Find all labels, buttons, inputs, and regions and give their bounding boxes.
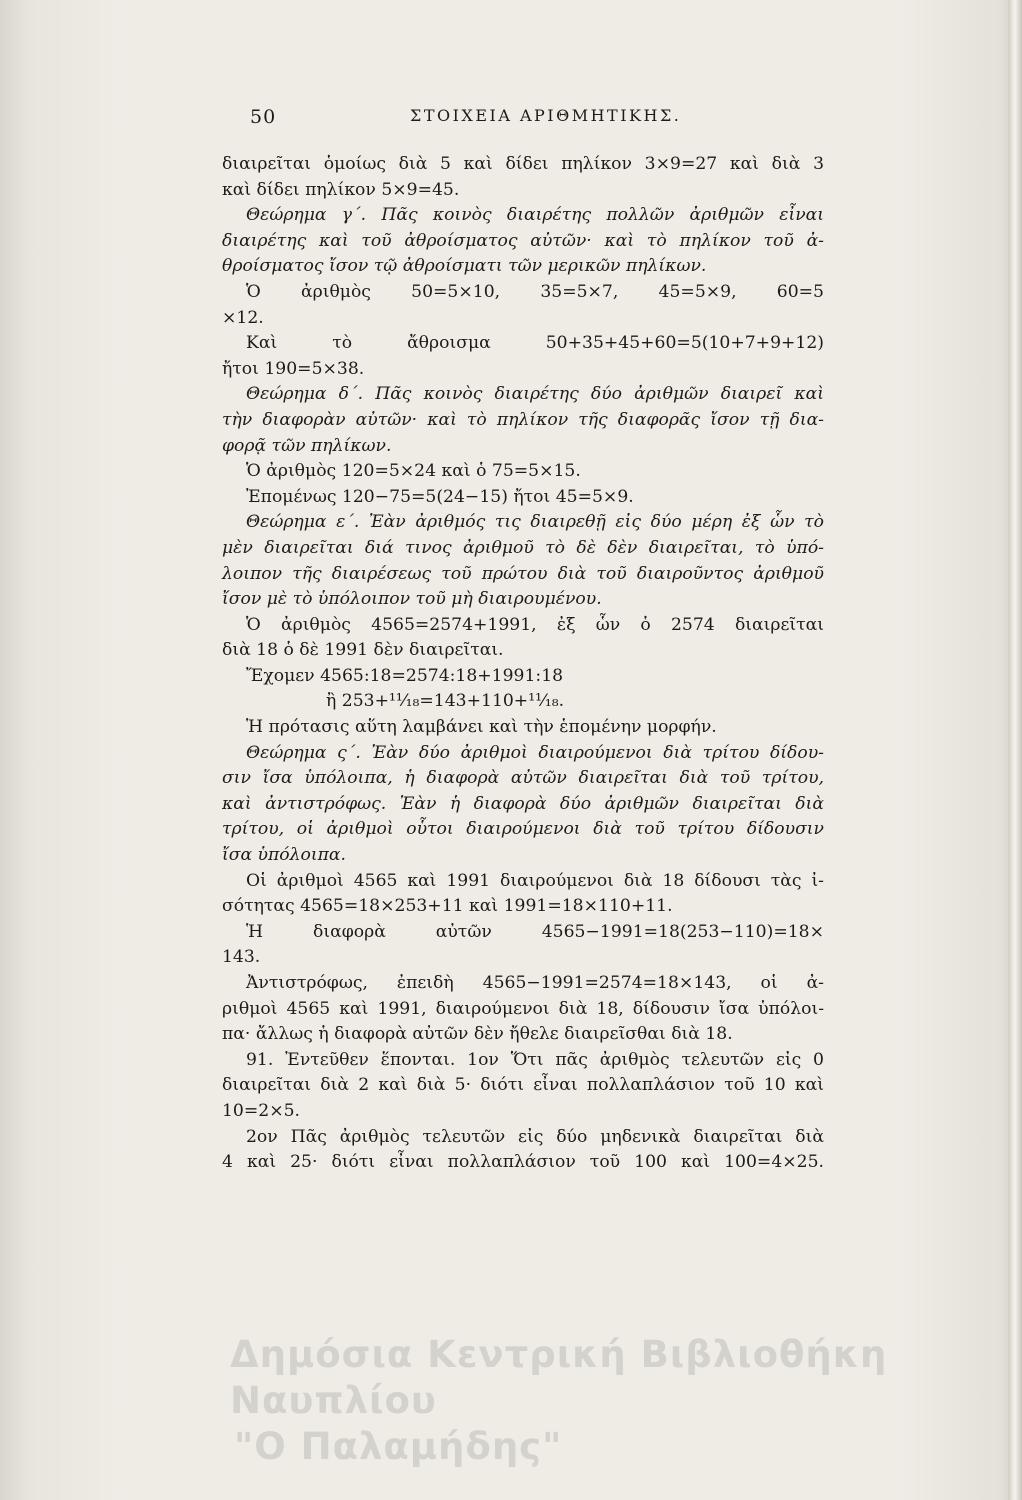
- running-title: ΣΤΟΙΧΕΙΑ ΑΡΙΘΜΗΤΙΚΗΣ.: [410, 106, 682, 125]
- text-line: μὲν διαιρεῖται διά τινος ἀριθμοῦ τὸ δὲ δὲν διαιρεῖται, τὸ ὑπό-: [222, 537, 824, 558]
- text-line: καὶ δίδει πηλίκον 5×9=45.: [222, 179, 460, 200]
- text-line: πα· ἄλλως ἡ διαφορὰ αὐτῶν δὲν ἤθελε διαιρεῖσθαι διὰ 18.: [222, 1024, 733, 1045]
- text-line: καὶ ἀντιστρόφως. Ἐὰν ἡ διαφορὰ δύο ἀριθμῶν διαιρεῖται διὰ: [222, 793, 824, 814]
- text-line: Ἡ διαφορὰ αὐτῶν 4565−1991=18(253−110)=18×: [246, 921, 824, 942]
- text-line: τὴν διαφορὰν αὐτῶν· καὶ τὸ πηλίκον τῆς διαφορᾶς ἴσον τῇ δια-: [222, 409, 824, 430]
- text-line: Ὁ ἀριθμὸς 50=5×10, 35=5×7, 45=5×9, 60=5: [246, 281, 824, 302]
- watermark-line-1: Δημόσια Κεντρική Βιβλιοθήκη Ναυπλίου: [230, 1333, 888, 1422]
- text-line: Θεώρημα δ΄. Πᾶς κοινὸς διαιρέτης δύο ἀριθμῶν διαιρεῖ καὶ: [246, 384, 824, 405]
- text-line: λοιπον τῆς διαιρέσεως τοῦ πρώτου διὰ τοῦ διαιροῦντος ἀριθμοῦ: [222, 563, 824, 584]
- watermark-line-2: "Ο Παλαμήδης": [234, 1425, 563, 1468]
- text-line: διὰ 18 ὁ δὲ 1991 δὲν διαιρεῖται.: [222, 640, 504, 661]
- text-line: 2ον Πᾶς ἀριθμὸς τελευτῶν εἰς δύο μηδενικὰ διαιρεῖται διὰ: [246, 1126, 824, 1147]
- text-line: διαιρεῖται ὁμοίως διὰ 5 καὶ δίδει πηλίκον 3×9=27 καὶ διὰ 3: [222, 154, 824, 174]
- text-line: ×12.: [222, 307, 264, 328]
- text-line: 10=2×5.: [222, 1100, 301, 1121]
- text-line: Ὁ ἀριθμὸς 120=5×24 καὶ ὁ 75=5×15.: [246, 461, 581, 482]
- text-line: θροίσματος ἴσον τῷ ἀθροίσματι τῶν μερικῶν πηλίκων.: [222, 256, 707, 277]
- text-line: 91. Ἐντεῦθεν ἕπονται. 1ον Ὅτι πᾶς ἀριθμὸς τελευτῶν εἰς 0: [246, 1049, 824, 1070]
- page-edge: [1008, 0, 1022, 1500]
- text-line: ἤτοι 190=5×38.: [222, 358, 365, 379]
- body-text: [222, 152, 824, 1176]
- page-number: 50: [250, 106, 277, 128]
- text-line: ἢ 253+¹¹⁄₁₈=143+110+¹¹⁄₁₈.: [326, 691, 565, 712]
- text-line: Καὶ τὸ ἄθροισμα 50+35+45+60=5(10+7+9+12): [246, 333, 824, 354]
- text-line: ἴσα ὑπόλοιπα.: [222, 845, 346, 866]
- text-line: Οἱ ἀριθμοὶ 4565 καὶ 1991 διαιρούμενοι διὰ 18 δίδουσι τὰς ἰ-: [246, 870, 824, 891]
- text-line: φορᾷ τῶν πηλίκων.: [222, 435, 392, 456]
- text-line: Θεώρημα γ΄. Πᾶς κοινὸς διαιρέτης πολλῶν ἀριθμῶν εἶναι: [246, 205, 824, 226]
- text-line: Θεώρημα ς΄. Ἐὰν δύο ἀριθμοὶ διαιρούμενοι διὰ τρίτου δίδου-: [246, 742, 824, 763]
- text-line: Ἀντιστρόφως, ἐπειδὴ 4565−1991=2574=18×143, οἱ ἀ-: [246, 973, 824, 993]
- text-line: διαιρέτης καὶ τοῦ ἀθροίσματος αὐτῶν· καὶ τὸ πηλίκον τοῦ ἀ-: [222, 230, 824, 251]
- text-line: ἴσον μὲ τὸ ὑπόλοιπον τοῦ μὴ διαιρουμένου.: [222, 589, 602, 610]
- running-head: [250, 106, 820, 136]
- text-line: ριθμοὶ 4565 καὶ 1991, διαιρούμενοι διὰ 18, δίδουσιν ἴσα ὑπόλοι-: [222, 998, 824, 1019]
- text-line: σιν ἴσα ὑπόλοιπα, ἡ διαφορὰ αὐτῶν διαιρεῖται διὰ τοῦ τρίτου,: [222, 768, 824, 789]
- text-line: Ἐπομένως 120−75=5(24−15) ἤτοι 45=5×9.: [246, 486, 634, 507]
- text-line: Ὁ ἀριθμὸς 4565=2574+1991, ἐξ ὧν ὁ 2574 διαιρεῖται: [246, 614, 824, 635]
- text-line: Θεώρημα ε΄. Ἐὰν ἀριθμός τις διαιρεθῇ εἰς δύο μέρη ἐξ ὧν τὸ: [246, 512, 824, 533]
- text-line: Ἔχομεν 4565:18=2574:18+1991:18: [246, 665, 564, 686]
- library-watermark: [230, 1332, 930, 1470]
- text-line: τρίτου, οἱ ἀριθμοὶ οὗτοι διαιρούμενοι διὰ τοῦ τρίτου δίδουσιν: [222, 819, 824, 840]
- text-line: 4 καὶ 25· διότι εἶναι πολλαπλάσιον τοῦ 100 καὶ 100=4×25.: [222, 1152, 824, 1173]
- text-line: 143.: [222, 947, 261, 968]
- text-line: Ἡ πρότασις αὕτη λαμβάνει καὶ τὴν ἑπομένην μορφήν.: [246, 717, 717, 738]
- text-line: σότητας 4565=18×253+11 καὶ 1991=18×110+11.: [222, 896, 673, 917]
- text-line: διαιρεῖται διὰ 2 καὶ διὰ 5· διότι εἶναι πολλαπλάσιον τοῦ 10 καὶ: [222, 1075, 824, 1096]
